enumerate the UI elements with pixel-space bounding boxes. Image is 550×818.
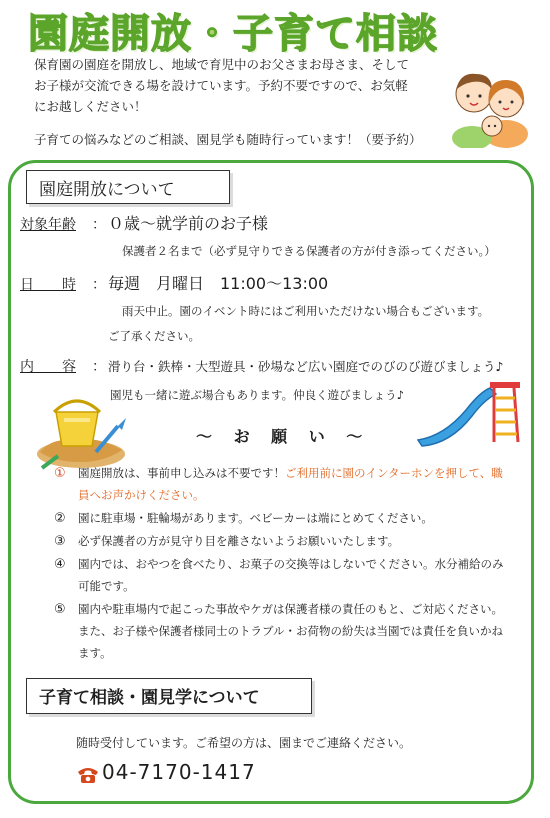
- target-label: 対象年齢: [20, 217, 76, 233]
- notice-item: 園内や駐車場内で起こった事故やケガは保護者様の責任のもと、ご対応ください。また、お子様や保護者様同士のトラブル・お荷物の紛失は当園では責任を負いかねます。: [78, 602, 504, 660]
- date-label: 日 時: [20, 277, 76, 293]
- content-label: 内 容: [20, 359, 76, 375]
- notice-title: ～ お 願 い ～: [196, 427, 371, 446]
- support-heading: 子育て相談・園見学について: [26, 678, 312, 714]
- notice-number: ④: [54, 557, 66, 572]
- notice-warning: ご利用前に園のインターホンを押して、職員へお声かけください。: [78, 466, 503, 502]
- date-note: 雨天中止。園のイベント時にはご利用いただけない場合もございます。: [122, 304, 490, 318]
- date-note: ご了承ください。: [108, 329, 200, 343]
- garden-heading: 園庭開放について: [26, 170, 230, 204]
- notice-number: ⑤: [54, 602, 66, 617]
- notice-item: 園に駐車場・駐輪場があります。ベビーカーは端にとめてください。: [78, 511, 433, 525]
- intro-text: [34, 54, 434, 117]
- intro-line: お子様が交流できる場を設けています。予約不要ですので、お気軽: [34, 78, 408, 93]
- content-note: 園児も一緒に遊ぶ場合もあります。仲良く遊びましょう♪: [110, 388, 404, 402]
- notice-number: ②: [54, 511, 66, 526]
- notice-number: ①: [54, 466, 66, 481]
- support-text: 随時受付しています。ご希望の方は、園までご連絡ください。: [76, 736, 412, 750]
- page-title: 園庭開放・子育て相談: [28, 11, 438, 57]
- family-icon: [446, 60, 530, 148]
- notice-item: 必ず保護者の方が見守り目を離さないようお願いいたします。: [78, 534, 400, 548]
- notice-item: 園内では、おやつを食べたり、お菓子の交換等はしないでください。水分補給のみ可能です。: [78, 557, 504, 593]
- slide-icon: [414, 380, 530, 448]
- phone-number: 04-7170-1417: [102, 760, 256, 784]
- colon: ：: [92, 217, 106, 233]
- target-note: 保護者２名まで（必ず見守りできる保護者の方が付き添ってください。）: [122, 244, 496, 258]
- notice-text: 園庭開放は、事前申し込みは不要です！: [78, 466, 285, 480]
- intro-line: にお越しください！: [34, 99, 147, 114]
- target-value: ０歳～就学前のお子様: [108, 214, 269, 233]
- notice-item: [78, 462, 504, 506]
- phone-icon: [76, 764, 100, 784]
- consult-note: 子育ての悩みなどのご相談、園見学も随時行っています！（要予約）: [34, 132, 422, 147]
- notice-number: ③: [54, 534, 66, 549]
- date-value: 毎週 月曜日 11:00～13:00: [108, 274, 329, 293]
- intro-line: 保育園の園庭を開放し、地域で育児中のお父さまお母さま、そして: [34, 57, 410, 72]
- content-value: 滑り台・鉄棒・大型遊具・砂場など広い園庭でのびのび遊びましょう♪: [108, 359, 504, 374]
- sand-bucket-icon: [34, 396, 128, 470]
- colon: ：: [92, 359, 106, 375]
- colon: ：: [92, 277, 106, 293]
